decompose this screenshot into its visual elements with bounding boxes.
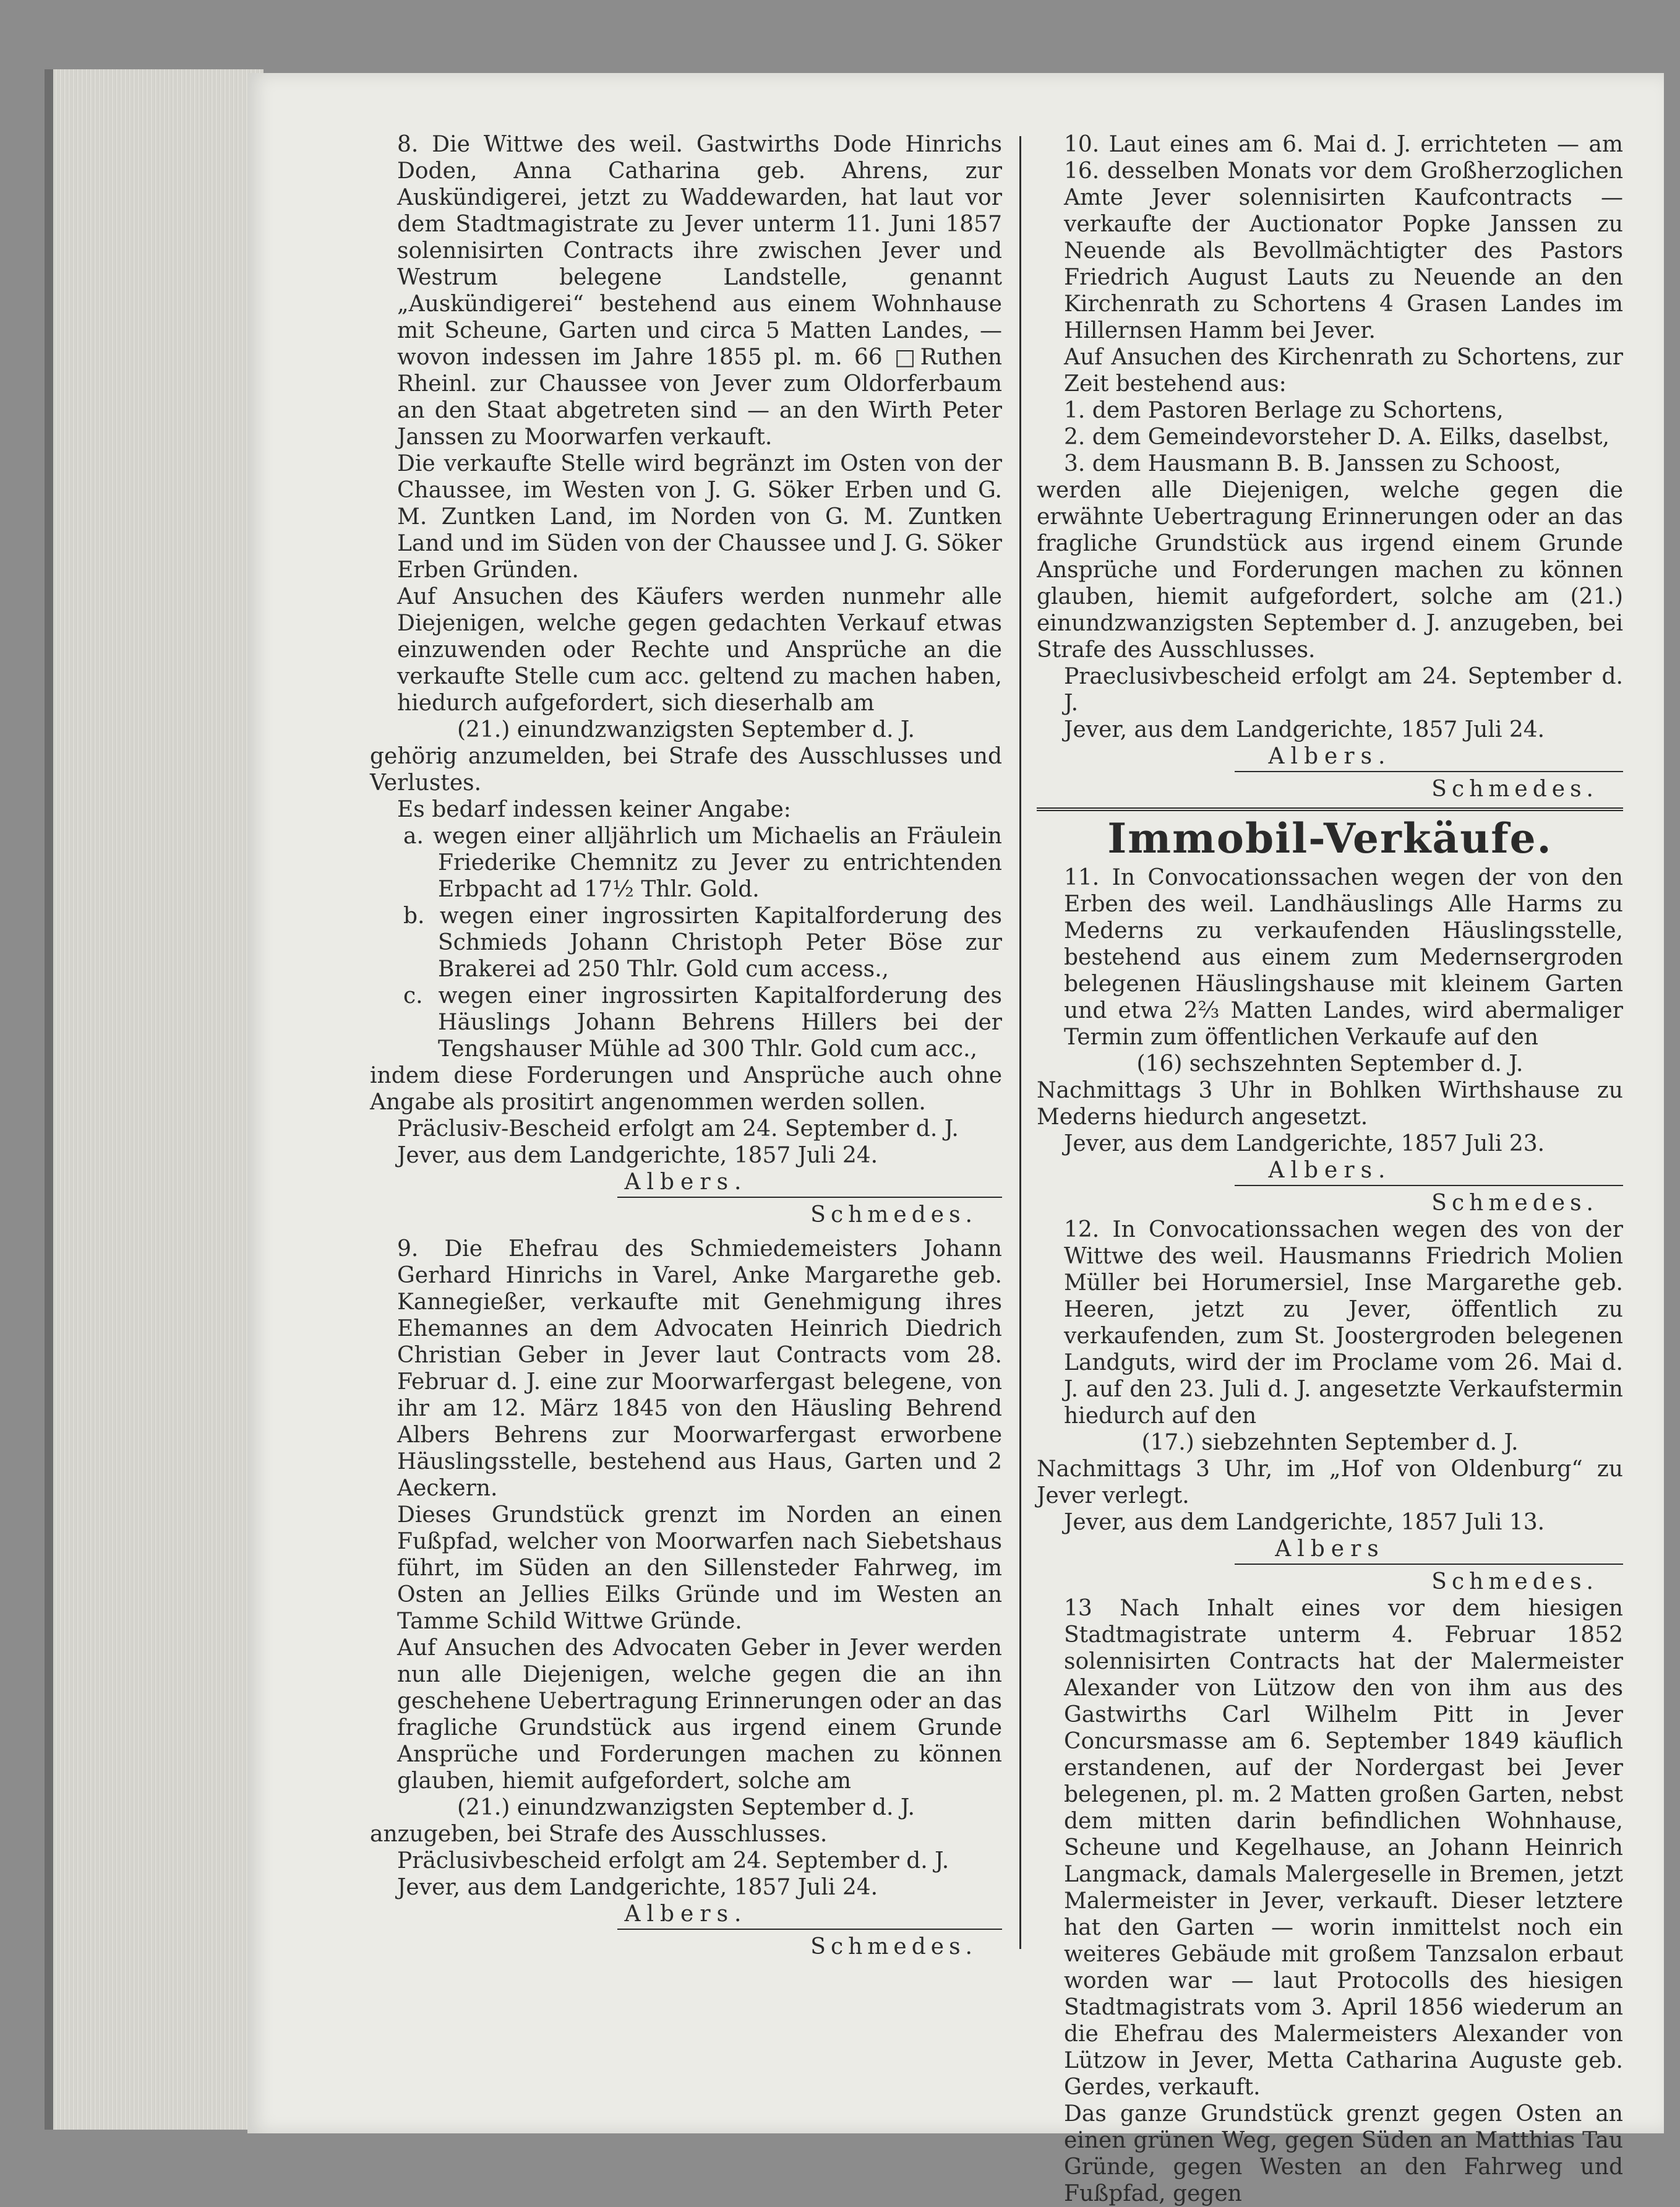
signature-rule — [617, 1197, 1002, 1198]
notice-8-boundaries: Die verkaufte Stelle wird begränzt im Osten von der Chaussee, im Westen von J. G. Söker Erben und G. M. Zuntken Land, im Norden von G. M. Zuntken Land und im Süden von der Chaussee und J. G. Söker Erben Gründen. — [397, 451, 1002, 583]
notice-10-request-intro: Auf Ansuchen des Kirchenrath zu Schortens, zur Zeit bestehend aus: — [1064, 345, 1623, 397]
notice-12-date: (17.) siebzehnten September d. J. — [1141, 1430, 1519, 1455]
notice-9-date: (21.) einundzwanzigsten September d. J. — [457, 1795, 915, 1820]
signature-rule — [1235, 771, 1623, 772]
notice-10-signer-albers: Albers. — [1268, 744, 1392, 769]
left-column — [370, 131, 1002, 1960]
notice-9-place-date: Jever, aus dem Landgerichte, 1857 Juli 24. — [397, 1875, 878, 1900]
notice-8-closing: indem diese Forderungen und Ansprüche auch ohne Angabe als prositirt angenommen werden sollen. — [370, 1063, 1002, 1115]
member-item: 3. dem Hausmann B. B. Janssen zu Schoost, — [1064, 451, 1561, 476]
notice-11-place-date: Jever, aus dem Landgerichte, 1857 Juli 23. — [1064, 1131, 1545, 1156]
notice-12-time: Nachmittags 3 Uhr, im „Hof von Oldenburg“ zu Jever verlegt. — [1037, 1456, 1623, 1508]
notice-9-boundaries: Dieses Grundstück grenzt im Norden an einen Fußpfad, welcher von Moorwarfen nach Siebetshaus führt, im Süden an den Sillensteder Fahrweg, im Osten an Jellies Eilks Gründe und im Westen an Tamme Schild Wittwe Gründe. — [397, 1502, 1002, 1634]
notice-11-body: 11. In Convocationssachen wegen der von den Erben des weil. Landhäuslings Alle Harms zu Mederns zu verkaufenden Häuslingsstelle, bestehend aus einem zum Medernsergroden belegenen Häuslingshause mit kleinem Garten und etwa 2⅔ Matten Landes, wird abermaliger Termin zum öffentlichen Verkaufe auf den — [1064, 865, 1623, 1050]
notice-13-boundaries: Das ganze Grundstück grenzt gegen Osten an einen grünen Weg, gegen Süden an Matthias Tau Gründe, gegen Westen an den Fahrweg und Fußpfad, gegen — [1064, 2101, 1623, 2206]
signature-rule — [1235, 1564, 1623, 1565]
column-divider — [1019, 136, 1021, 1949]
notice-8-request: Auf Ansuchen des Käufers werden nunmehr alle Diejenigen, welche gegen gedachten Verkauf etwas einzuwenden oder Rechte und Ansprüche an die verkaufte Stelle cum acc. geltend zu machen haben, hiedurch aufgefordert, sich dieserhalb am — [397, 584, 1002, 716]
notice-9-preclusive: Präclusivbescheid erfolgt am 24. September d. J. — [397, 1848, 949, 1874]
notice-9-signer-albers: Albers. — [624, 1901, 748, 1927]
notice-10-signer-schmedes: Schmedes. — [1431, 777, 1598, 802]
exemption-item: b. wegen einer ingrossirten Kapitalforderung des Schmieds Johann Christoph Peter Böse zur Brakerei ad 250 Thlr. Gold cum access., — [403, 903, 1002, 982]
spacer — [370, 1228, 1002, 1236]
notice-8-register: gehörig anzumelden, bei Strafe des Ausschlusses und Verlustes. — [370, 744, 1002, 796]
notice-10-place-date: Jever, aus dem Landgerichte, 1857 Juli 24. — [1064, 717, 1545, 742]
notice-11-time: Nachmittags 3 Uhr in Bohlken Wirthshause zu Mederns hiedurch angesetzt. — [1037, 1078, 1623, 1130]
notice-12-signer-schmedes: Schmedes. — [1431, 1569, 1598, 1594]
notice-11-date: (16) sechszehnten September d. J. — [1136, 1051, 1524, 1077]
notice-8-preclusive: Präclusiv-Bescheid erfolgt am 24. September d. J. — [397, 1116, 959, 1142]
notice-11-signer-albers: Albers. — [1268, 1158, 1392, 1183]
notice-12-place-date: Jever, aus dem Landgerichte, 1857 Juli 13. — [1064, 1510, 1545, 1535]
notice-8-exemptions — [370, 823, 1002, 1062]
notice-10-members — [1037, 397, 1623, 477]
notice-9-register: anzugeben, bei Strafe des Ausschlusses. — [370, 1822, 828, 1847]
section-heading: Immobil-Verkäufe. — [1037, 807, 1623, 862]
notice-9-body: 9. Die Ehefrau des Schmiedemeisters Johann Gerhard Hinrichs in Varel, Anke Margarethe geb. Kannegießer, verkaufte mit Genehmigung ihres Ehemannes an dem Advocaten Heinrich Diedrich Christian Geber in Jever laut Contracts vom 28. Februar d. J. eine zur Moorwarfergast belegene, von ihr am 12. März 1845 von den Häusling Behrend Albers Behrens zur Moorwarfergast erworbene Häuslingsstelle, bestehend aus Haus, Garten und 2 Aeckern. — [397, 1236, 1002, 1501]
notice-10-body: 10. Laut eines am 6. Mai d. J. errichteten — am 16. desselben Monats vor dem Großherzoglichen Amte Jever solennisirten Kaufcontracts — verkaufte der Auctionator Popke Janssen zu Neuende als Bevollmächtigter des Pastors Friedrich August Lauts zu Neuende an den Kirchenrath zu Schortens 4 Grasen Landes im Hillernsen Hamm bei Jever. — [1064, 132, 1623, 343]
notice-12-body: 12. In Convocationssachen wegen des von der Wittwe des weil. Hausmanns Friedrich Molien Müller bei Horumersiel, Inse Margarethe geb. Heeren, jetzt zu Jever, öffentlich zu verkaufenden, zum St. Joostergroden belegenen Landguts, wird der im Proclame vom 26. Mai d. J. auf den 23. Juli d. J. angesetzte Verkaufstermin hiedurch auf den — [1064, 1217, 1623, 1429]
notice-8-body: 8. Die Wittwe des weil. Gastwirths Dode Hinrichs Doden, Anna Catharina geb. Ahrens, zur Auskündigerei, jetzt zu Waddewarden, hat laut vor dem Stadtmagistrate zu Jever unterm 11. Juni 1857 solennisirten Contracts ihre zwischen Jever und Westrum belegene Landstelle, genannt „Auskündigerei“ bestehend aus einem Wohnhause mit Scheune, Garten und circa 5 Matten Landes, — wovon indessen im Jahre 1855 pl. m. 66 □Ruthen Rheinl. zur Chaussee von Jever zum Oldorferbaum an den Staat abgetreten sind — an den Wirth Peter Janssen zu Moorwarfen verkauft. — [397, 132, 1002, 450]
signature-rule — [617, 1929, 1002, 1930]
signature-rule — [1235, 1185, 1623, 1186]
notice-8-exemptions-intro: Es bedarf indessen keiner Angabe: — [397, 797, 791, 822]
notice-9-request: Auf Ansuchen des Advocaten Geber in Jever werden nun alle Diejenigen, welche gegen die an ihn geschehene Uebertragung Erinnerungen oder an das fragliche Grundstück aus irgend einem Grunde Ansprüche und Forderungen machen zu können glauben, hiemit aufgefordert, solche am — [397, 1635, 1002, 1794]
notice-8-signer-albers: Albers. — [624, 1169, 748, 1195]
member-item: 2. dem Gemeindevorsteher D. A. Eilks, daselbst, — [1064, 424, 1609, 450]
notice-8-place-date: Jever, aus dem Landgerichte, 1857 Juli 24. — [397, 1143, 878, 1168]
notice-10-request: werden alle Diejenigen, welche gegen die erwähnte Uebertragung Erinnerungen oder an das fragliche Grundstück aus irgend einem Grunde Ansprüche und Forderungen machen zu können glauben, hiemit aufgefordert, solche am (21.) einundzwanzigsten September d. J. anzugeben, bei Strafe des Ausschlusses. — [1037, 478, 1623, 663]
notice-8-date: (21.) einundzwanzigsten September d. J. — [457, 717, 915, 742]
notice-11-signer-schmedes: Schmedes. — [1431, 1190, 1598, 1216]
book-page-edges — [45, 69, 264, 2130]
exemption-item: c. wegen einer ingrossirten Kapitalforderung des Häuslings Johann Behrens Hillers bei der Tengshauser Mühle ad 300 Thlr. Gold cum acc., — [403, 983, 1002, 1062]
notice-13-body: 13 Nach Inhalt eines vor dem hiesigen Stadtmagistrate unterm 4. Februar 1852 solennisirten Contracts hat der Malermeister Alexander von Lützow den von ihm aus des Gastwirths Carl Wilhelm Pitt in Jever Concursmasse am 6. September 1849 käuflich erstandenen, auf der Nordergast bei Jever belegenen, pl. m. 2 Matten großen Garten, nebst dem mitten darin befindlichen Wohnhause, Scheune und Kegelhause, an Johann Heinrich Langmack, damals Malergeselle in Bremen, jetzt Malermeister in Jever, verkauft. Dieser letztere hat den Garten — worin inmittelst noch ein weiteres Gebäude mit großem Tanzsalon erbaut worden war — laut Protocolls des hiesigen Stadtmagistrats vom 3. April 1856 wiederum an die Ehefrau des Malermeisters Alexander von Lützow in Jever, Metta Catharina Auguste geb. Gerdes, verkauft. — [1064, 1596, 1623, 2100]
member-item: 1. dem Pastoren Berlage zu Schortens, — [1064, 398, 1504, 423]
exemption-item: a. wegen einer alljährlich um Michaelis an Fräulein Friederike Chemnitz zu Jever zu entrichtenden Erbpacht ad 17½ Thlr. Gold. — [403, 824, 1002, 902]
notice-10-preclusive: Praeclusivbescheid erfolgt am 24. September d. J. — [1064, 664, 1623, 716]
right-column — [1037, 131, 1623, 2207]
notice-12-signer-albers: Albers — [1275, 1536, 1385, 1562]
notice-8-signer-schmedes: Schmedes. — [810, 1202, 977, 1228]
notice-9-signer-schmedes: Schmedes. — [810, 1934, 977, 1960]
